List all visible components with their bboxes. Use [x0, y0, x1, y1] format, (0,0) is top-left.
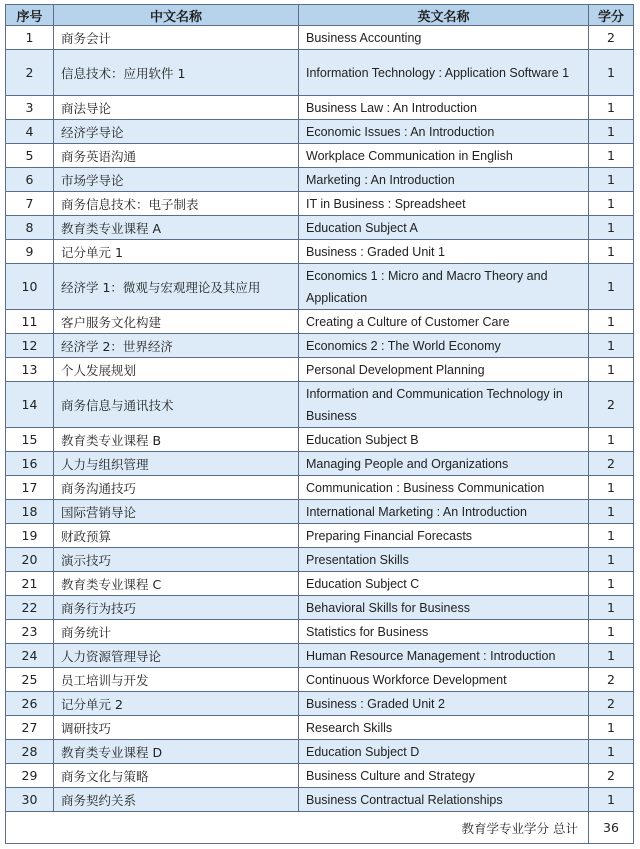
row-number: 18: [6, 500, 54, 524]
table-row: [6, 452, 634, 476]
table-row: [6, 596, 634, 620]
chinese-name: 人力资源管理导论: [54, 644, 299, 668]
english-name: Economics 1 : Micro and Macro Theory and Application: [299, 264, 589, 310]
english-name: Presentation Skills: [299, 548, 589, 572]
chinese-name: 商法导论: [54, 96, 299, 120]
table-row: [6, 476, 634, 500]
table-row: [6, 26, 634, 50]
table-row: [6, 644, 634, 668]
row-number: 11: [6, 310, 54, 334]
table-row: [6, 692, 634, 716]
header-no: 序号: [6, 5, 54, 26]
chinese-name: 人力与组织管理: [54, 452, 299, 476]
total-value: 36: [589, 812, 634, 844]
table-row: [6, 144, 634, 168]
credit-value: 1: [589, 740, 634, 764]
credit-value: 1: [589, 120, 634, 144]
english-name: Behavioral Skills for Business: [299, 596, 589, 620]
row-number: 20: [6, 548, 54, 572]
row-number: 24: [6, 644, 54, 668]
table-row: [6, 382, 634, 428]
table-row: [6, 524, 634, 548]
english-name: Workplace Communication in English: [299, 144, 589, 168]
header-credit: 学分: [589, 5, 634, 26]
credit-value: 1: [589, 50, 634, 96]
table-row: [6, 500, 634, 524]
chinese-name: 市场学导论: [54, 168, 299, 192]
chinese-name: 记分单元 2: [54, 692, 299, 716]
credit-value: 1: [589, 428, 634, 452]
english-name: Education Subject A: [299, 216, 589, 240]
chinese-name: 商务信息技术：电子制表: [54, 192, 299, 216]
english-name: IT in Business : Spreadsheet: [299, 192, 589, 216]
credit-value: 2: [589, 452, 634, 476]
english-name: Information and Communication Technology in Business: [299, 382, 589, 428]
credit-value: 1: [589, 310, 634, 334]
english-name: Education Subject B: [299, 428, 589, 452]
english-name: International Marketing : An Introduction: [299, 500, 589, 524]
credit-value: 1: [589, 192, 634, 216]
english-name: Marketing : An Introduction: [299, 168, 589, 192]
table-row: [6, 548, 634, 572]
english-name: Business Contractual Relationships: [299, 788, 589, 812]
chinese-name: 信息技术：应用软件 1: [54, 50, 299, 96]
credit-value: 1: [589, 476, 634, 500]
credit-value: 1: [589, 240, 634, 264]
table-row: [6, 428, 634, 452]
table-row: [6, 668, 634, 692]
english-name: Business Culture and Strategy: [299, 764, 589, 788]
chinese-name: 记分单元 1: [54, 240, 299, 264]
header-chinese-name: 中文名称: [54, 5, 299, 26]
english-name: Information Technology : Application Software 1: [299, 50, 589, 96]
english-name: Business Law : An Introduction: [299, 96, 589, 120]
english-name: Business : Graded Unit 2: [299, 692, 589, 716]
row-number: 6: [6, 168, 54, 192]
chinese-name: 商务契约关系: [54, 788, 299, 812]
credit-value: 1: [589, 788, 634, 812]
course-table-container: [5, 4, 633, 844]
credit-value: 1: [589, 524, 634, 548]
table-row: [6, 192, 634, 216]
credit-value: 1: [589, 358, 634, 382]
chinese-name: 教育类专业课程 C: [54, 572, 299, 596]
total-row: [6, 812, 634, 844]
table-row: [6, 264, 634, 310]
row-number: 14: [6, 382, 54, 428]
english-name: Research Skills: [299, 716, 589, 740]
credit-value: 1: [589, 96, 634, 120]
table-row: [6, 240, 634, 264]
chinese-name: 经济学 2：世界经济: [54, 334, 299, 358]
chinese-name: 演示技巧: [54, 548, 299, 572]
header-english-name: 英文名称: [299, 5, 589, 26]
row-number: 16: [6, 452, 54, 476]
english-name: Business Accounting: [299, 26, 589, 50]
table-row: [6, 310, 634, 334]
english-name: Education Subject C: [299, 572, 589, 596]
credit-value: 1: [589, 620, 634, 644]
english-name: Managing People and Organizations: [299, 452, 589, 476]
row-number: 13: [6, 358, 54, 382]
chinese-name: 商务信息与通讯技术: [54, 382, 299, 428]
table-row: [6, 334, 634, 358]
table-row: [6, 716, 634, 740]
credit-value: 2: [589, 668, 634, 692]
row-number: 26: [6, 692, 54, 716]
row-number: 7: [6, 192, 54, 216]
english-name: Education Subject D: [299, 740, 589, 764]
chinese-name: 教育类专业课程 A: [54, 216, 299, 240]
row-number: 8: [6, 216, 54, 240]
row-number: 1: [6, 26, 54, 50]
table-row: [6, 620, 634, 644]
row-number: 10: [6, 264, 54, 310]
row-number: 2: [6, 50, 54, 96]
table-row: [6, 764, 634, 788]
chinese-name: 教育类专业课程 D: [54, 740, 299, 764]
chinese-name: 个人发展规划: [54, 358, 299, 382]
english-name: Economics 2 : The World Economy: [299, 334, 589, 358]
chinese-name: 商务统计: [54, 620, 299, 644]
credit-value: 1: [589, 168, 634, 192]
table-row: [6, 120, 634, 144]
credit-value: 2: [589, 382, 634, 428]
table-row: [6, 358, 634, 382]
english-name: Statistics for Business: [299, 620, 589, 644]
row-number: 5: [6, 144, 54, 168]
english-name: Personal Development Planning: [299, 358, 589, 382]
english-name: Communication : Business Communication: [299, 476, 589, 500]
chinese-name: 经济学导论: [54, 120, 299, 144]
credit-value: 1: [589, 264, 634, 310]
table-row: [6, 216, 634, 240]
row-number: 29: [6, 764, 54, 788]
row-number: 30: [6, 788, 54, 812]
credit-value: 1: [589, 144, 634, 168]
chinese-name: 员工培训与开发: [54, 668, 299, 692]
credit-value: 2: [589, 764, 634, 788]
chinese-name: 商务文化与策略: [54, 764, 299, 788]
chinese-name: 国际营销导论: [54, 500, 299, 524]
chinese-name: 经济学 1：微观与宏观理论及其应用: [54, 264, 299, 310]
table-row: [6, 96, 634, 120]
table-row: [6, 572, 634, 596]
row-number: 12: [6, 334, 54, 358]
credit-value: 1: [589, 216, 634, 240]
row-number: 23: [6, 620, 54, 644]
credit-value: 1: [589, 596, 634, 620]
chinese-name: 商务行为技巧: [54, 596, 299, 620]
row-number: 3: [6, 96, 54, 120]
row-number: 19: [6, 524, 54, 548]
credit-value: 1: [589, 334, 634, 358]
english-name: Continuous Workforce Development: [299, 668, 589, 692]
credit-value: 2: [589, 26, 634, 50]
english-name: Preparing Financial Forecasts: [299, 524, 589, 548]
english-name: Creating a Culture of Customer Care: [299, 310, 589, 334]
chinese-name: 商务沟通技巧: [54, 476, 299, 500]
table-row: [6, 740, 634, 764]
credit-value: 1: [589, 500, 634, 524]
chinese-name: 调研技巧: [54, 716, 299, 740]
row-number: 28: [6, 740, 54, 764]
chinese-name: 教育类专业课程 B: [54, 428, 299, 452]
credit-value: 1: [589, 644, 634, 668]
total-label: 教育学专业学分 总计: [6, 812, 589, 844]
row-number: 27: [6, 716, 54, 740]
row-number: 21: [6, 572, 54, 596]
english-name: Economic Issues : An Introduction: [299, 120, 589, 144]
table-row: [6, 50, 634, 96]
table-row: [6, 788, 634, 812]
row-number: 22: [6, 596, 54, 620]
chinese-name: 客户服务文化构建: [54, 310, 299, 334]
row-number: 4: [6, 120, 54, 144]
english-name: Business : Graded Unit 1: [299, 240, 589, 264]
table-row: [6, 168, 634, 192]
chinese-name: 财政预算: [54, 524, 299, 548]
row-number: 17: [6, 476, 54, 500]
credit-value: 2: [589, 692, 634, 716]
course-credit-table: [5, 4, 634, 844]
credit-value: 1: [589, 572, 634, 596]
chinese-name: 商务会计: [54, 26, 299, 50]
row-number: 25: [6, 668, 54, 692]
chinese-name: 商务英语沟通: [54, 144, 299, 168]
row-number: 15: [6, 428, 54, 452]
english-name: Human Resource Management : Introduction: [299, 644, 589, 668]
credit-value: 1: [589, 716, 634, 740]
header-row: [6, 5, 634, 26]
credit-value: 1: [589, 548, 634, 572]
row-number: 9: [6, 240, 54, 264]
